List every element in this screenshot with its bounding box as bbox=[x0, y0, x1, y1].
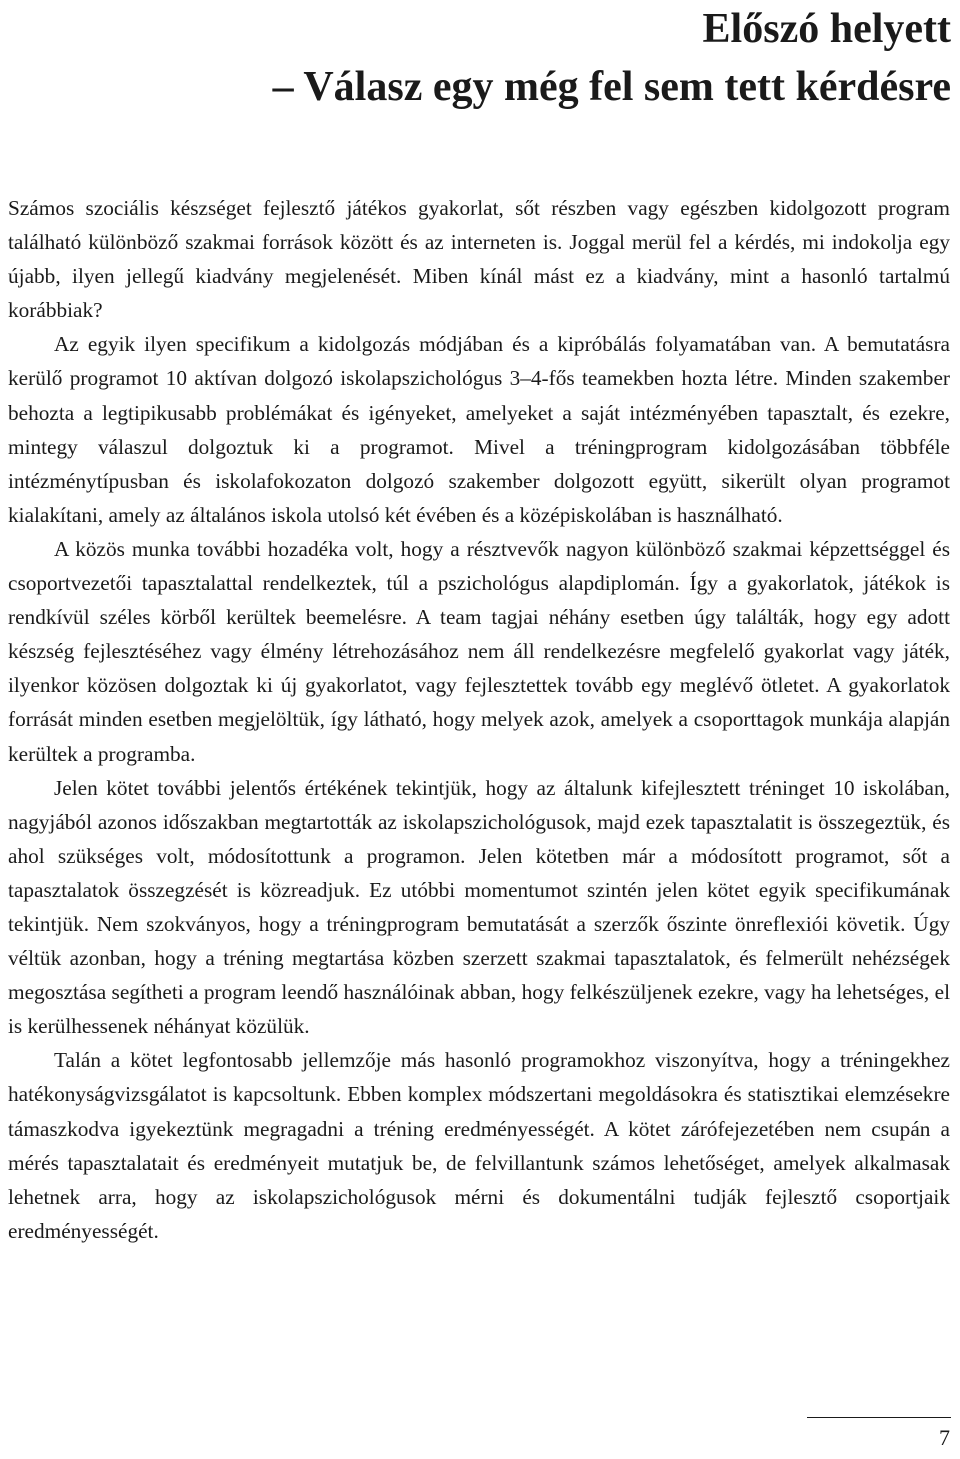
paragraph-2: Az egyik ilyen specifikum a kidolgozás módjában és a kipróbálás folyamatában van. A bemutatásra kerülő programot 10 aktívan dolgozó iskolapszichológus 3–4-fős teamekben hozta létre. Minden szakember behozta a legtipikusabb problémákat és igényeket, amelyeket a saját intézményében tapasztalt, és ezekre, mintegy válaszul dolgoztuk ki a programot. Mivel a tréningprogram kidolgozásában többféle intézménytípusban és iskolafokozaton dolgozó szakember dolgozott együtt, sikerült olyan programot kialakítani, amely az általános iskola utolsó két évében és a középiskolában is használható. bbox=[8, 332, 950, 527]
chapter-title-line-1: Előszó helyett bbox=[702, 6, 951, 52]
chapter-title bbox=[273, 0, 951, 116]
chapter-title-line-2: – Válasz egy még fel sem tett kérdésre bbox=[272, 64, 951, 110]
paragraph-4: Jelen kötet további jelentős értékének tekintjük, hogy az általunk kifejlesztett tréninget 10 iskolában, nagyjából azonos időszakban megtartották az iskolapszichológusok, majd ezek tapasztalatit is összegeztük, és ahol szükséges volt, módosítottunk a programon. Jelen kötetben már a módosított programot, sőt a tapasztalatok összegzését is közreadjuk. Ez utóbbi momentumot szintén jelen kötet egyik specifikumának tekintjük. Nem szokványos, hogy a tréningprogram bemutatását a szerzők őszinte önreflexiói követik. Úgy véltük azonban, hogy a tréning megtartása közben szerzett szakmai tapasztalatok, és felmerült nehézségek megosztása segítheti a program leendő használóinak abban, hogy felkészüljenek ezekre, vagy ha lehetséges, el is kerülhessenek néhányat közülük. bbox=[8, 775, 950, 1039]
paragraph-5: Talán a kötet legfontosabb jellemzője más hasonló programokhoz viszonyítva, hogy a tréningekhez hatékonyságvizsgálatot is kapcsoltunk. Ebben komplex módszertani megoldásokra és statisztikai elemzésekre támaszkodva igyekeztünk megragadni a tréning eredményességét. A kötet zárófejezetében nem csupán a mérés tapasztalatait és eredményeit mutatjuk be, de felvillantunk számos lehetőséget, amelyek alkalmasak lehetnek arra, hogy az iskolapszichológusok mérni és dokumentálni tudják fejlesztő csoportjaik eredményességét. bbox=[8, 1048, 950, 1243]
page-number: 7 bbox=[939, 1425, 950, 1450]
paragraph-3: A közös munka további hozadéka volt, hogy a résztvevők nagyon különböző szakmai képzettséggel és csoportvezetői tapasztalattal rendelkeztek, túl a pszichológus alapdiplomán. Így a gyakorlatok, játékok is rendkívül széles körből kerültek beemelésre. A team tagjai néhány esetben úgy találták, hogy egy adott készség fejlesztéséhez vagy élmény létrehozásához nem áll rendelkezésre megfelelő gyakorlat vagy játék, ilyenkor közösen dolgoztak ki új gyakorlatot, vagy fejlesztettek tovább egy meglévő ötletet. A gyakorlatok forrását minden esetben megjelöltük, így látható, hogy melyek azok, amelyek a csoporttagok munkája alapján kerültek a programba. bbox=[8, 536, 950, 766]
paragraph-1: Számos szociális készséget fejlesztő játékos gyakorlat, sőt részben vagy egészben kidolgozott program található különböző szakmai források között és az interneten is. Joggal merül fel a kérdés, mi indokolja egy újabb, ilyen jellegű kiadvány megjelenését. Miben kínál mást ez a kiadvány, mint a hasonló tartalmú korábbiak? bbox=[8, 196, 950, 323]
body-text bbox=[8, 191, 950, 1248]
footer-rule bbox=[807, 1417, 951, 1418]
